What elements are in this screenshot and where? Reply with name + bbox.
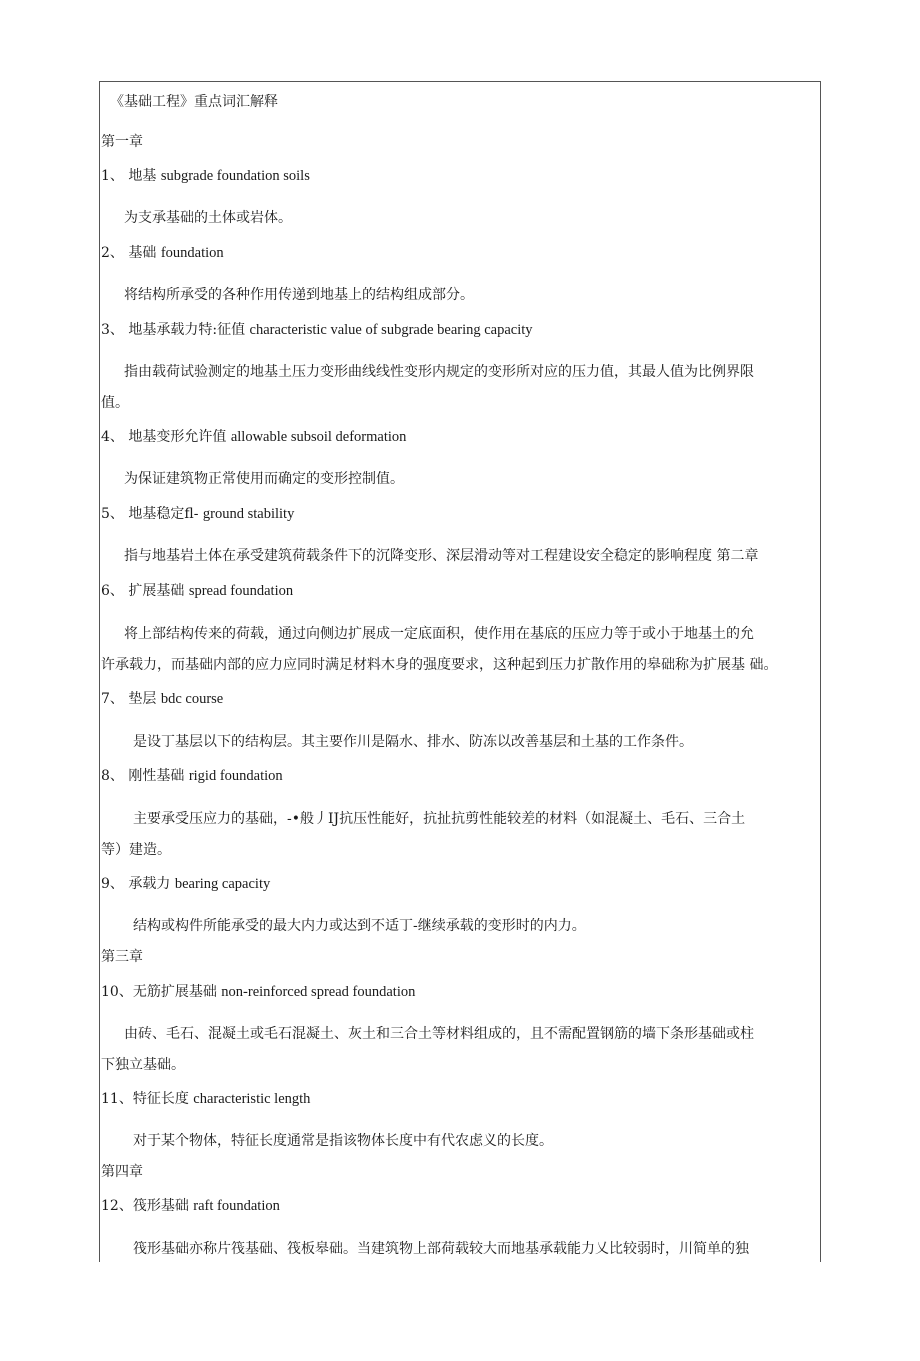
term-heading: 9、 承载力 bearing capacity: [101, 876, 271, 892]
term-definition: 主要承受压应力的基础，-•般丿IJ抗压性能好，抗扯抗剪性能较差的材料（如混凝土、毛石、三合土: [133, 811, 746, 827]
term-definition: 筏形基础亦称片筏基础、筏板皋础。当建筑物上部荷载较大而地基承载能力乂比较弱时，川简单的独: [133, 1241, 749, 1257]
term-heading: 6、 扩展基础 spread foundation: [101, 583, 294, 599]
chapter-heading: 第三章: [101, 949, 143, 965]
term-definition: 下独立基础。: [101, 1057, 185, 1073]
chapter-heading: 第一章: [101, 134, 143, 150]
term-heading: 4、 地基变形允许值 allowable subsoil deformation: [101, 429, 407, 445]
term-definition: 许承载力，而基础内部的应力应同时满足材料木身的强度要求，这种起到压力扩散作用的皋础称为扩展基 础。: [101, 657, 778, 673]
term-definition: 等）建造。: [101, 842, 171, 858]
term-heading: 5、 地基稳定fl- ground stability: [101, 506, 295, 522]
term-definition: 将结构所承受的各种作用传递到地基上的结构组成部分。: [124, 287, 474, 303]
term-definition: 为保证建筑物正常使用而确定的变形控制值。: [124, 471, 404, 487]
term-definition: 指由载荷试验测定的地基土压力变形曲线线性变形内规定的变形所对应的压力值，其最人值为比例界限: [124, 364, 754, 380]
term-heading: 2、 基础 foundation: [101, 245, 224, 261]
term-definition: 为支承基础的土体或岩体。: [124, 210, 292, 226]
term-definition: 由砖、毛石、混凝土或毛石混凝土、灰土和三合土等材料组成的，且不需配置钢筋的墙下条形基础或柱: [124, 1026, 754, 1042]
document-title: 《基础工程》重点词汇解释: [110, 94, 278, 110]
term-definition: 将上部结构传来的荷载，通过向侧边扩展成一定底面积，使作用在基底的压应力等于或小于地基土的允: [124, 626, 754, 642]
term-definition: 指与地基岩土体在承受建筑荷载条件下的沉降变形、深层滑动等对工程建设安全稳定的影响程度 第二章: [124, 548, 759, 564]
term-heading: 8、 刚性基础 rigid foundation: [101, 768, 283, 784]
term-definition: 值。: [101, 395, 129, 411]
term-heading: 10、无筋扩展基础 non-reinforced spread foundation: [101, 984, 416, 1000]
term-heading: 7、 垫层 bdc course: [101, 691, 224, 707]
term-definition: 对于某个物体，特征长度通常是指该物体长度中有代农虑义的长度。: [133, 1133, 553, 1149]
term-heading: 1、 地基 subgrade foundation soils: [101, 168, 310, 184]
term-heading: 3、 地基承载力特:征值 characteristic value of subgrade bearing capacity: [101, 322, 533, 338]
term-definition: 结构或构件所能承受的最大内力或达到不适丁-继续承载的变形时的内力。: [133, 918, 586, 934]
term-heading: 12、筏形基础 raft foundation: [101, 1198, 280, 1214]
term-definition: 是设丁基层以下的结构层。其主要作川是隔水、排水、防冻以改善基层和土基的工作条件。: [133, 734, 693, 750]
term-heading: 11、特征长度 characteristic length: [101, 1091, 311, 1107]
chapter-heading: 第四章: [101, 1164, 143, 1180]
